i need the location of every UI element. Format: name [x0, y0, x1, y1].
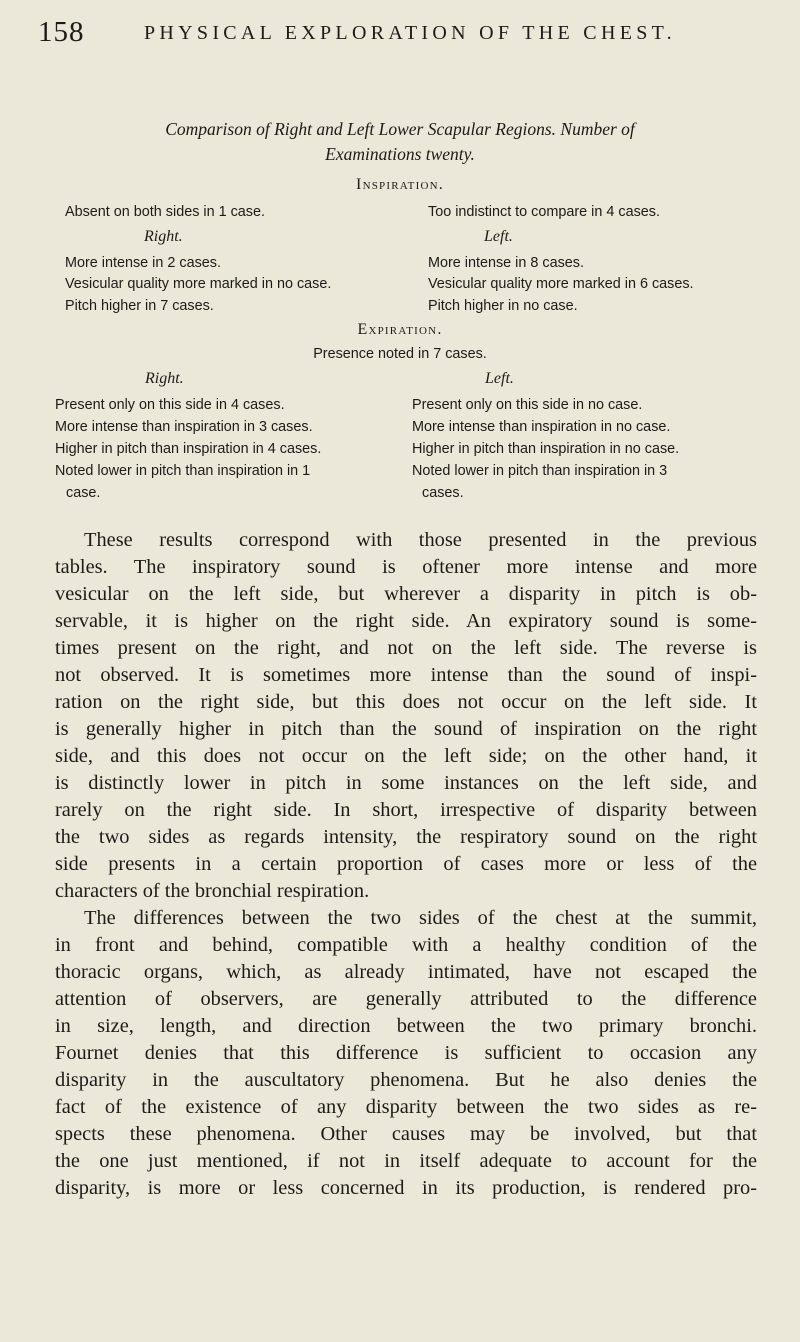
- body-line: in front and behind, compatible with a healthy condition of the: [55, 934, 757, 956]
- inspiration-left-row: Pitch higher in no case.: [428, 298, 578, 314]
- page-header: [38, 16, 778, 56]
- expiration-right-row: case.: [66, 485, 101, 501]
- body-line: the two sides as regards intensity, the respiratory sound on the right: [55, 826, 757, 848]
- body-line: is generally higher in pitch than the sound of inspiration on the right: [55, 718, 757, 740]
- inspiration-left-heading: Left.: [484, 228, 513, 245]
- inspiration-right-row: Vesicular quality more marked in no case.: [65, 276, 332, 292]
- expiration-left-heading: Left.: [485, 370, 514, 387]
- inspiration-right-row: More intense in 2 cases.: [65, 255, 221, 271]
- presence-noted: Presence noted in 7 cases.: [313, 346, 487, 362]
- table-caption-line-1: Comparison of Right and Left Lower Scapular Regions. Number of: [165, 119, 635, 139]
- expiration-left-row: cases.: [422, 485, 464, 501]
- body-line: is distinctly lower in pitch in some instances on the left side, and: [55, 772, 757, 794]
- body-line: not observed. It is sometimes more intense than the sound of inspi-: [55, 664, 757, 686]
- inspiration-right-heading: Right.: [144, 228, 183, 245]
- body-line: The differences between the two sides of the chest at the summit,: [84, 907, 757, 929]
- body-line: attention of observers, are generally attributed to the difference: [55, 988, 757, 1010]
- inspiration-right-row: Pitch higher in 7 cases.: [65, 298, 214, 314]
- running-title: PHYSICAL EXPLORATION OF THE CHEST.: [144, 22, 676, 44]
- inspiration-heading: Inspiration.: [356, 176, 444, 193]
- expiration-right-heading: Right.: [145, 370, 184, 387]
- page-number: 158: [38, 16, 85, 48]
- body-line: These results correspond with those presented in the previous: [84, 529, 757, 551]
- body-line: Fournet denies that this difference is sufficient to occasion any: [55, 1042, 757, 1064]
- body-line: side presents in a certain proportion of cases more or less of the: [55, 853, 757, 875]
- expiration-right-row: More intense than inspiration in 3 cases.: [55, 419, 313, 435]
- body-line: disparity, is more or less concerned in its production, is rendered pro-: [55, 1177, 757, 1199]
- body-line: disparity in the auscultatory phenomena. But he also denies the: [55, 1069, 757, 1091]
- expiration-left-row: Noted lower in pitch than inspiration in 3: [412, 463, 668, 479]
- body-line: side, and this does not occur on the left side; on the other hand, it: [55, 745, 757, 767]
- body-line: ration on the right side, but this does not occur on the left side. It: [55, 691, 757, 713]
- body-line: thoracic organs, which, as already intimated, have not escaped the: [55, 961, 757, 983]
- expiration-right-row: Noted lower in pitch than inspiration in 1: [55, 463, 311, 479]
- expiration-left-row: Higher in pitch than inspiration in no case.: [412, 441, 680, 457]
- inspiration-left-row: More intense in 8 cases.: [428, 255, 584, 271]
- table-caption-line-2: Examinations twenty.: [325, 144, 475, 164]
- expiration-right-row: Higher in pitch than inspiration in 4 cases.: [55, 441, 322, 457]
- body-line: times present on the right, and not on the left side. The reverse is: [55, 637, 757, 659]
- body-line: tables. The inspiratory sound is oftener more intense and more: [55, 556, 757, 578]
- expiration-left-row: More intense than inspiration in no case.: [412, 419, 671, 435]
- body-line: the one just mentioned, if not in itself adequate to account for the: [55, 1150, 757, 1172]
- absent-both-sides: Absent on both sides in 1 case.: [65, 204, 266, 220]
- expiration-left-row: Present only on this side in no case.: [412, 397, 643, 413]
- too-indistinct: Too indistinct to compare in 4 cases.: [428, 204, 660, 220]
- body-line: servable, it is higher on the right side. An expiratory sound is some-: [55, 610, 757, 632]
- body-line: rarely on the right side. In short, irrespective of disparity between: [55, 799, 757, 821]
- body-line: characters of the bronchial respiration.: [55, 880, 370, 902]
- expiration-heading: Expiration.: [357, 321, 443, 338]
- body-line: vesicular on the left side, but wherever a disparity in pitch is ob-: [55, 583, 757, 605]
- inspiration-left-row: Vesicular quality more marked in 6 cases.: [428, 276, 694, 292]
- expiration-right-row: Present only on this side in 4 cases.: [55, 397, 285, 413]
- body-line: spects these phenomena. Other causes may be involved, but that: [55, 1123, 757, 1145]
- body-line: in size, length, and direction between the two primary bronchi.: [55, 1015, 757, 1037]
- body-line: fact of the existence of any disparity between the two sides as re-: [55, 1096, 757, 1118]
